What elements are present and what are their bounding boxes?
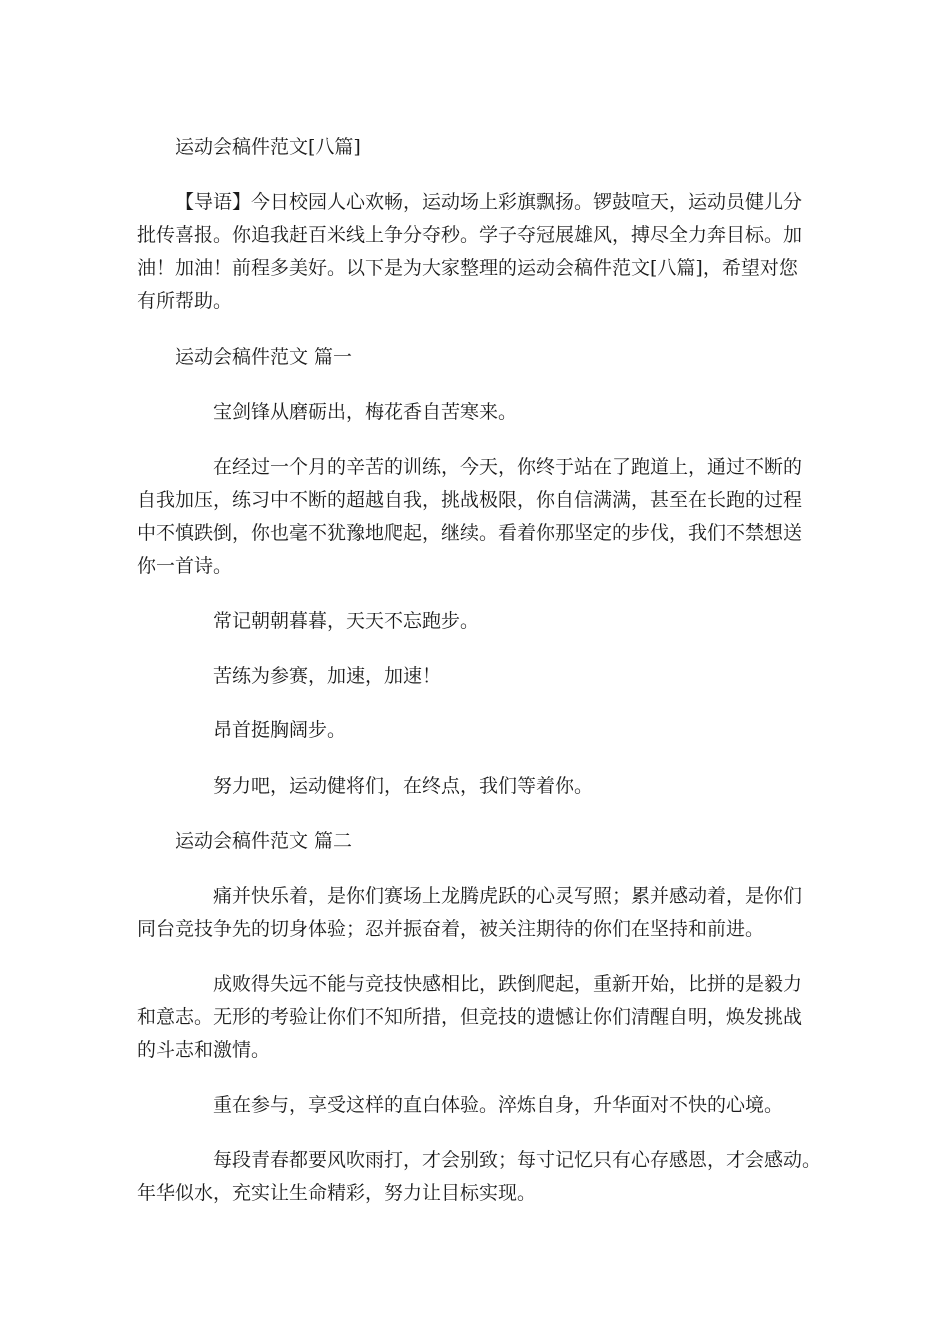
paragraph [137, 880, 837, 946]
poem-line: 常记朝朝暮暮，天天不忘跑步。 [213, 610, 480, 632]
paragraph: 重在参与，享受这样的直白体验。淬炼自身，升华面对不快的心境。 [213, 1094, 784, 1116]
paragraph-line: 在经过一个月的辛苦的训练，今天，你终于站在了跑道上，通过不断的 [213, 456, 803, 478]
poem-line: 昂首挺胸阔步。 [213, 719, 347, 741]
paragraph-line: 成败得失远不能与竞技快感相比，跌倒爬起，重新开始，比拼的是毅力 [213, 973, 803, 995]
poem-line: 苦练为参赛，加速，加速！ [213, 665, 442, 687]
intro-line: 有所帮助。 [137, 290, 233, 312]
paragraph-line: 和意志。无形的考验让你们不知所措，但竞技的遗憾让你们清醒自明，焕发挑战 [137, 1006, 803, 1028]
paragraph-line: 年华似水，充实让生命精彩，努力让目标实现。 [137, 1182, 537, 1204]
paragraph-line: 自我加压，练习中不断的超越自我，挑战极限，你自信满满，甚至在长跑的过程 [137, 489, 803, 511]
section-heading: 运动会稿件范文 篇一 [175, 346, 353, 368]
paragraph [137, 1144, 837, 1210]
intro-paragraph [137, 186, 837, 318]
paragraph: 宝剑锋从磨砺出，梅花香自苦寒来。 [213, 401, 518, 423]
paragraph-line: 你一首诗。 [137, 555, 233, 577]
paragraph [137, 451, 837, 583]
intro-line: 批传喜报。你追我赶百米线上争分夺秒。学子夺冠展雄风，搏尽全力奔目标。加 [137, 224, 803, 246]
paragraph-line: 的斗志和激情。 [137, 1039, 271, 1061]
section-heading: 运动会稿件范文 篇二 [175, 830, 353, 852]
paragraph-line: 中不慎跌倒，你也毫不犹豫地爬起，继续。看着你那坚定的步伐，我们不禁想送 [137, 522, 803, 544]
paragraph [137, 968, 837, 1067]
paragraph-line: 痛并快乐着，是你们赛场上龙腾虎跃的心灵写照；累并感动着，是你们 [213, 885, 803, 907]
intro-line: 油！加油！前程多美好。以下是为大家整理的运动会稿件范文[八篇]，希望对您 [137, 257, 798, 279]
paragraph-line: 同台竞技争先的切身体验；忍并振奋着，被关注期待的你们在坚持和前进。 [137, 918, 765, 940]
intro-line: 【导语】今日校园人心欢畅，运动场上彩旗飘扬。锣鼓喧天，运动员健儿分 [175, 191, 803, 213]
paragraph: 努力吧，运动健将们，在终点，我们等着你。 [213, 775, 594, 797]
paragraph-line: 每段青春都要风吹雨打，才会别致；每寸记忆只有心存感恩，才会感动。 [213, 1149, 822, 1171]
document-title: 运动会稿件范文[八篇] [175, 136, 361, 158]
